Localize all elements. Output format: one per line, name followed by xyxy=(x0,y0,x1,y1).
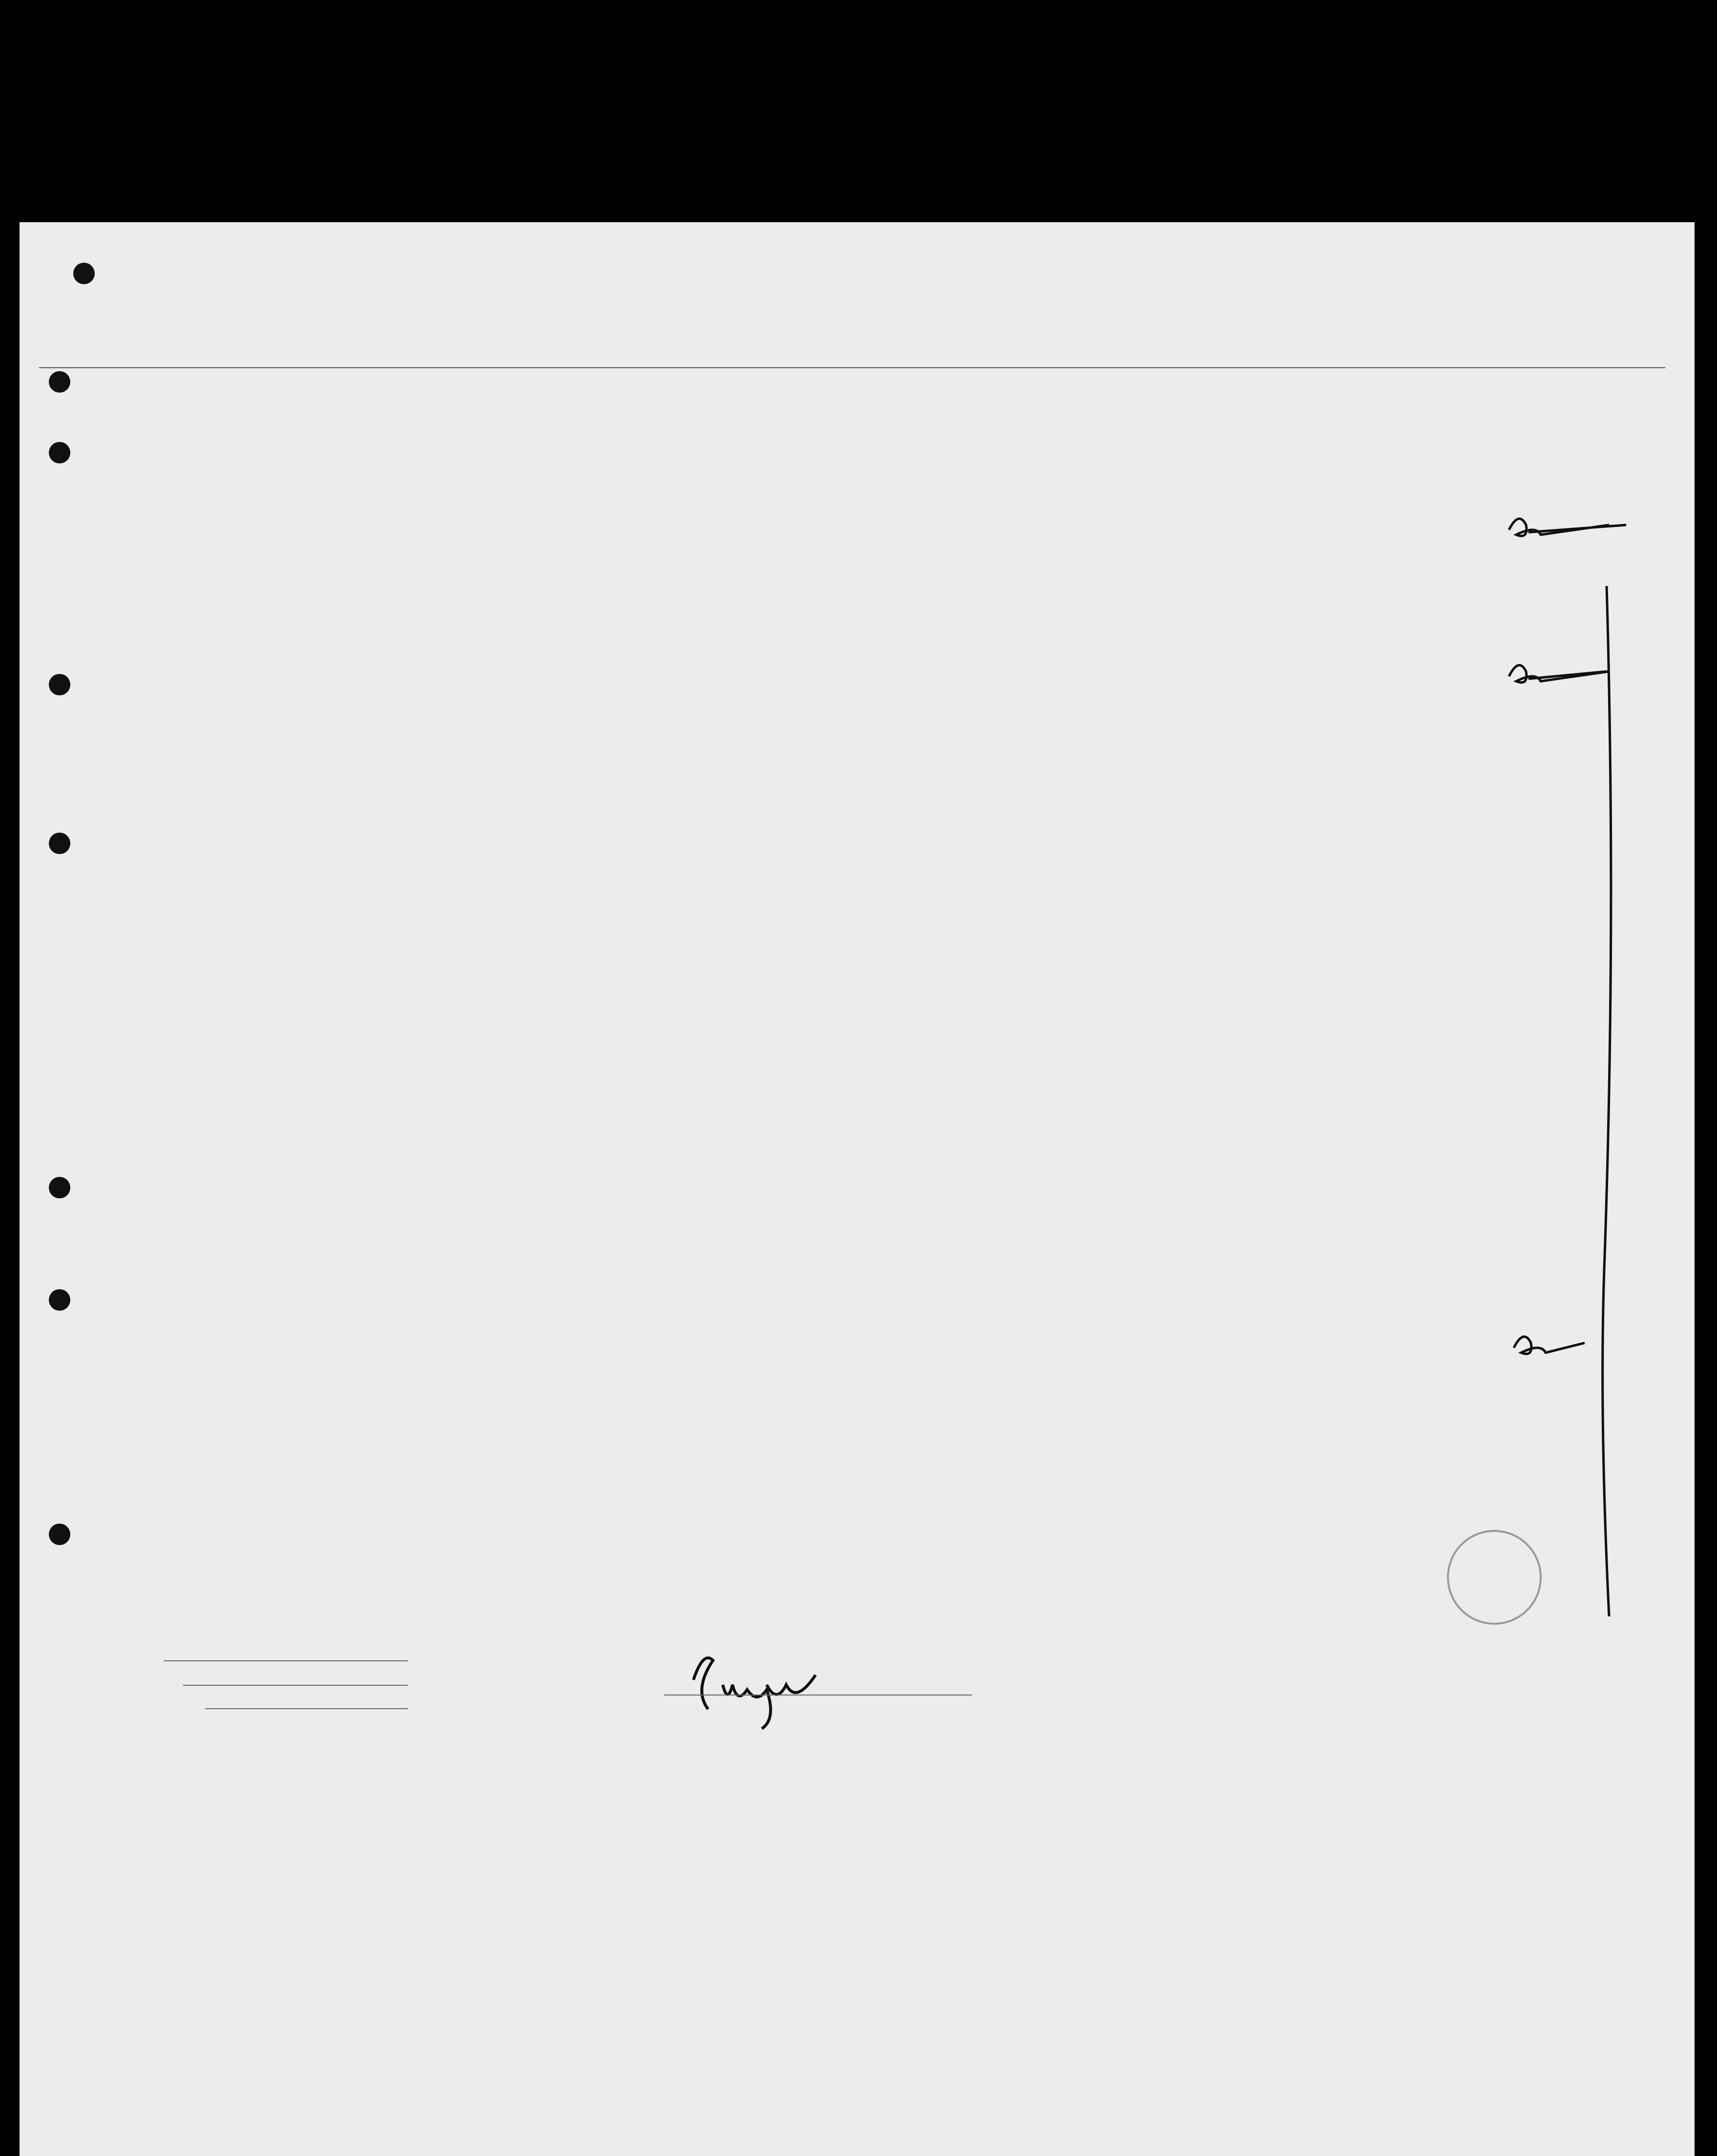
inspector-initials xyxy=(1509,519,1626,536)
inspector-signature xyxy=(693,1658,816,1729)
seal-stamp-icon xyxy=(1448,1531,1541,1624)
inspector-initials xyxy=(1514,1337,1585,1354)
inspector-initials xyxy=(1509,665,1609,682)
inspector-vertical-mark xyxy=(1603,586,1611,1616)
